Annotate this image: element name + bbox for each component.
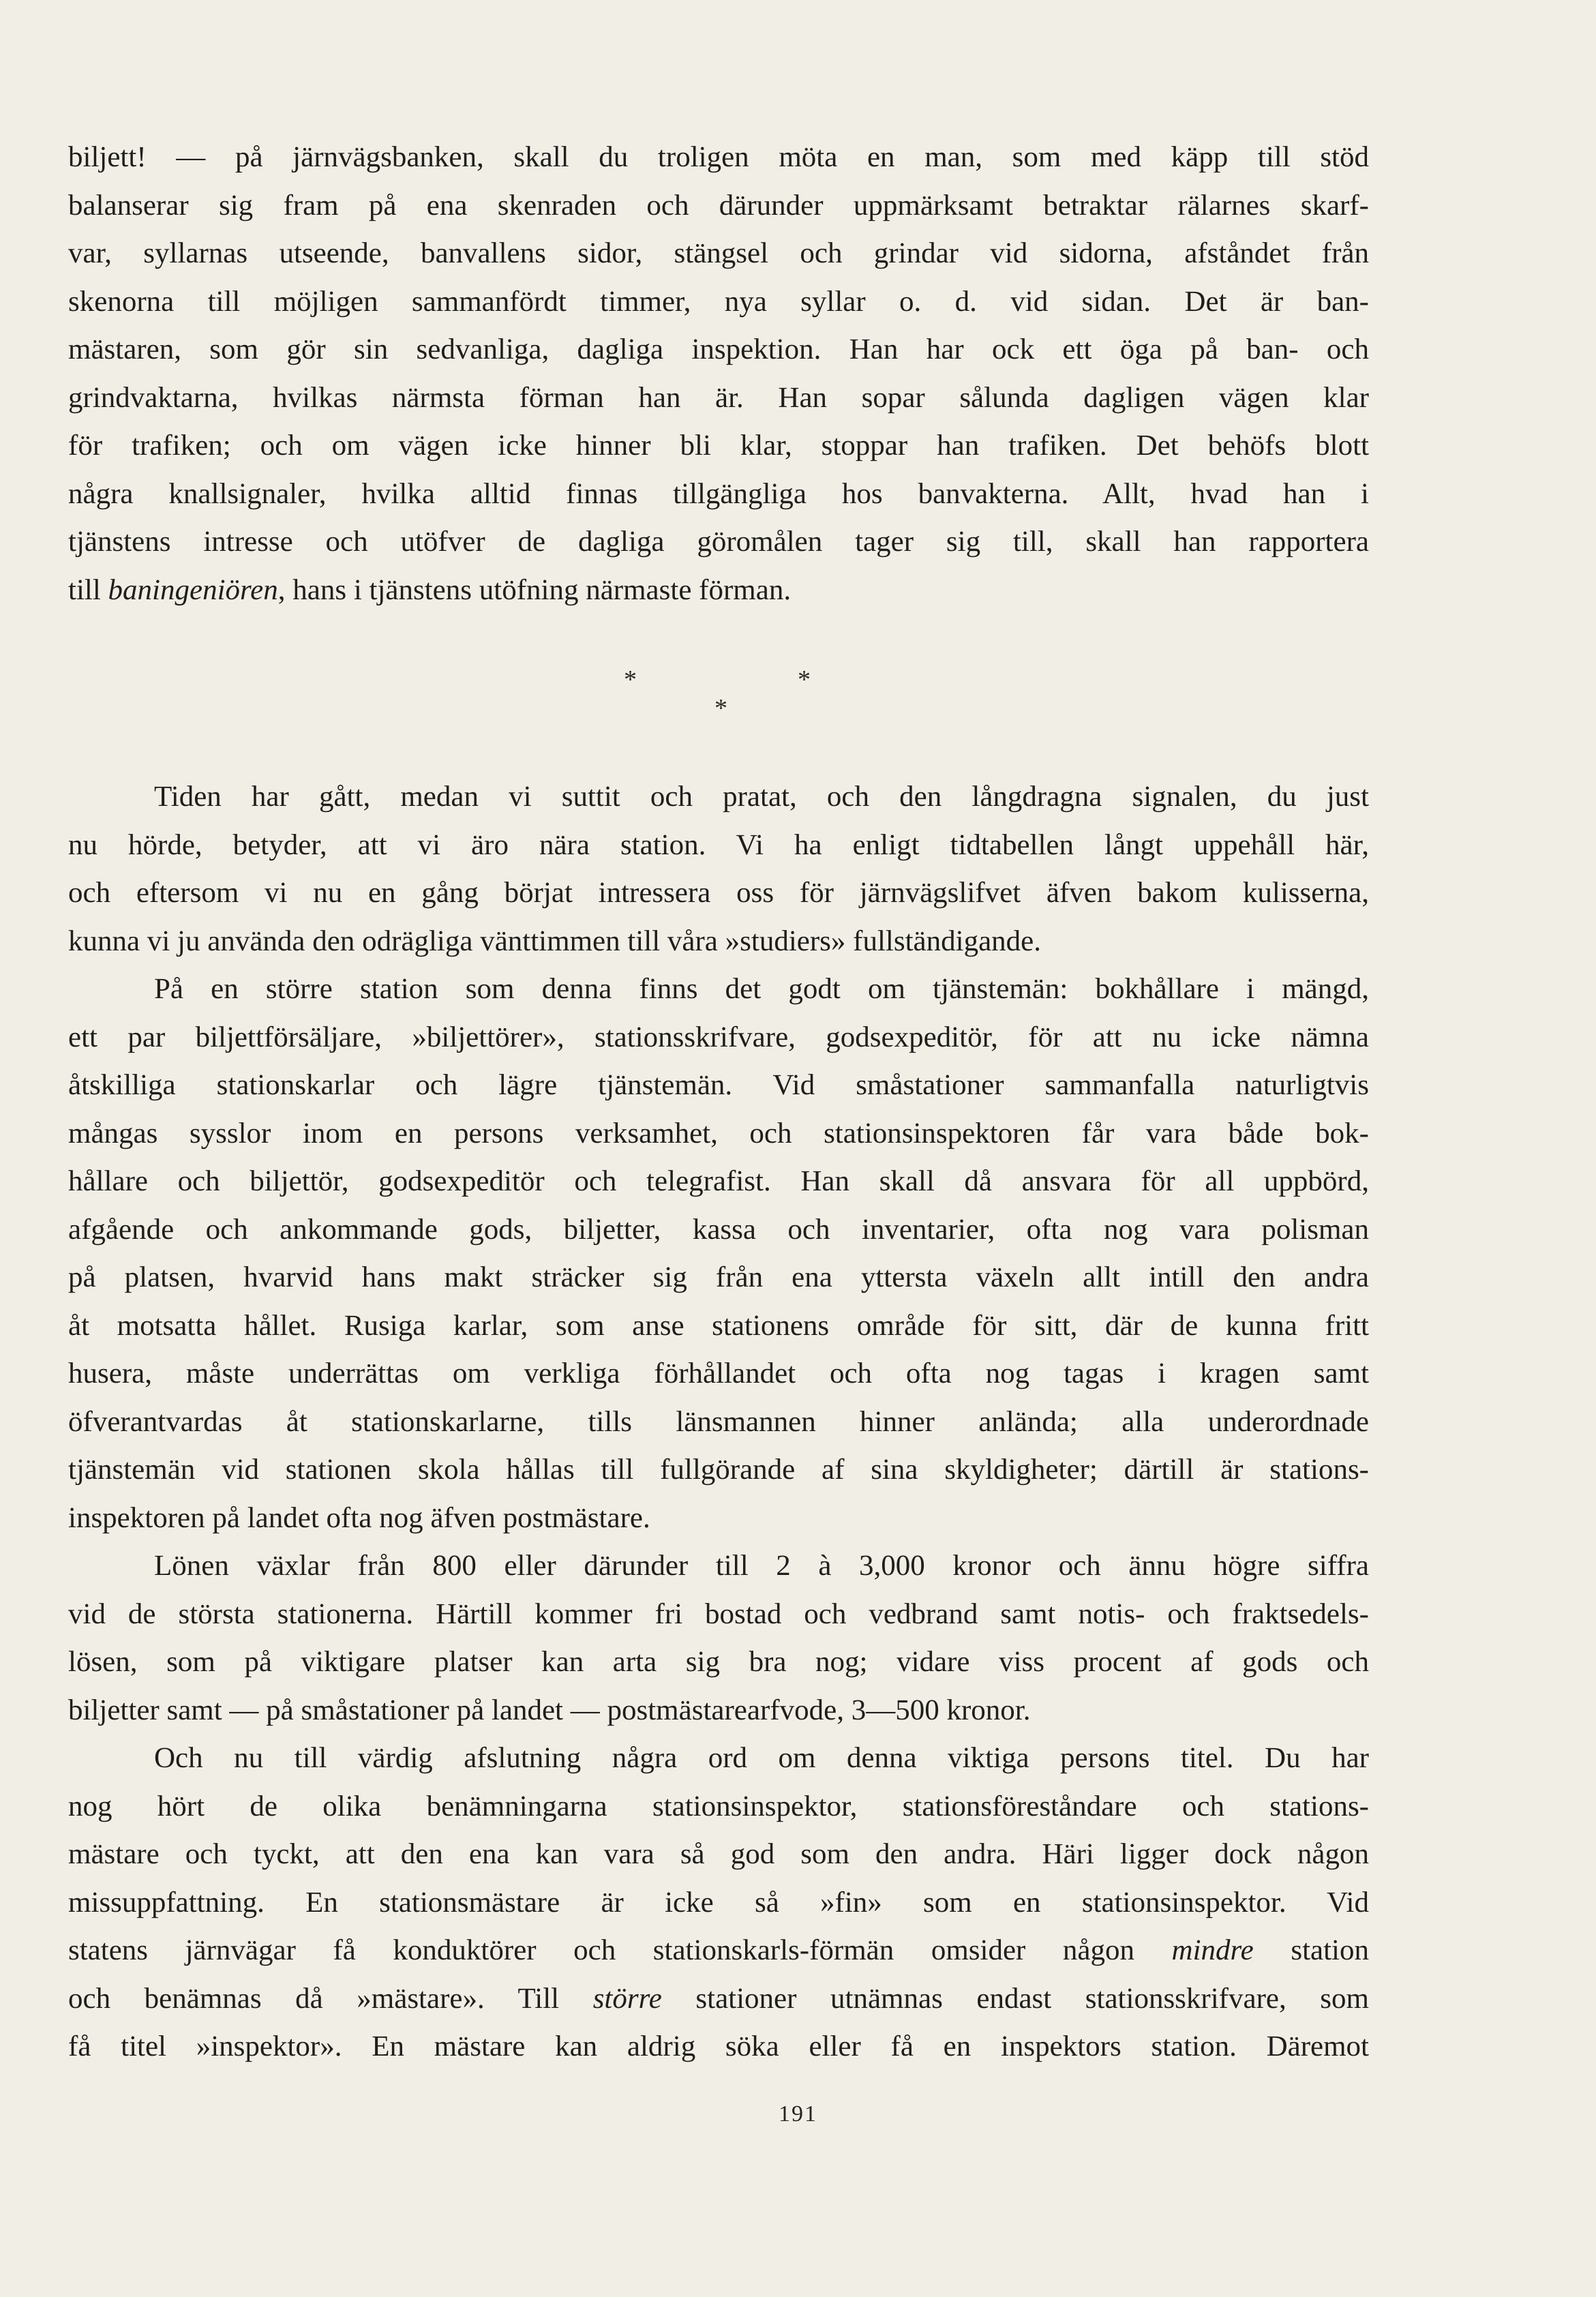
text-line-last: biljetter samt — på småstationer på landet — postmästarearfvode, 3—500 kronor. [68,1694,1031,1726]
text-line: åt motsatta hållet. Rusiga karlar, som anse stationens område för sitt, där de kunna fritt [68,1309,1369,1342]
emphasis-text: baningeniören [108,573,278,606]
text-line-last [68,567,1369,615]
paragraph-lonen [68,1542,1369,1735]
text-column-bottom [68,773,1369,2071]
section-break-asterism [0,665,1596,723]
text-line: mästare och tyckt, att den ena kan vara så god som den andra. Häri ligger dock någon [68,1838,1369,1870]
text-line: lösen, som på viktigare platser kan arta sig bra nog; vidare viss procent af gods och [68,1646,1369,1678]
asterisk-center: * [714,694,727,723]
text-line: var, syllarnas utseende, banvallens sidor, stängsel och grindar vid sidorna, afståndet från [68,237,1369,269]
text-line: för trafiken; och om vägen icke hinner bli klar, stoppar han trafiken. Det behöfs blott [68,430,1369,462]
asterisk-right: * [798,665,811,694]
text-line: tjänstemän vid stationen skola hållas till fullgörande af sina skyldigheter; därtill är stations- [68,1454,1369,1486]
text-fragment: statens järnvägar få konduktörer och stationskarls-förmän omsider någon [68,1934,1172,1966]
text-line: Lönen växlar från 800 eller därunder till 2 à 3,000 kronor och ännu högre siffra [154,1550,1369,1582]
page-number: 191 [779,2101,817,2127]
text-line: nog hört de olika benämningarna stationsinspektor, stationsföreståndare och stations- [68,1790,1369,1822]
paragraph-banmastaren [68,134,1369,614]
text-line: biljett! — på järnvägsbanken, skall du troligen möta en man, som med käpp till stöd [68,141,1369,173]
text-fragment: stationer utnämnas endast stationsskrifvare, som [661,1982,1369,2015]
emphasis-text: större [592,1982,662,2015]
text-line: husera, måste underrättas om verkliga förhållandet och ofta nog tagas i kragen samt [68,1357,1369,1390]
text-fragment: , hans i tjänstens utöfning närmaste förman. [277,573,792,606]
text-line: missuppfattning. En stationsmästare är icke så »fin» som en stationsinspektor. Vid [68,1886,1369,1919]
text-line: tjänstens intresse och utöfver de dagliga göromålen tager sig till, skall han rapportera [68,526,1369,558]
text-line: skenorna till möjligen sammanfördt timmer, nya syllar o. d. vid sidan. Det är ban- [68,285,1369,318]
text-line: Och nu till värdig afslutning några ord om denna viktiga persons titel. Du har [154,1742,1369,1774]
text-line-last: inspektoren på landet ofta nog äfven postmästare. [68,1501,650,1534]
text-line: mästaren, som gör sin sedvanliga, dagliga inspektion. Han har ock ett öga på ban- och [68,333,1369,365]
text-fragment: till [68,573,108,606]
text-line: Tiden har gått, medan vi suttit och pratat, och den långdragna signalen, du just [154,781,1369,813]
paragraph-tjanstemannen [68,965,1369,1542]
text-line: och eftersom vi nu en gång börjat intressera oss för järnvägslifvet äfven bakom kulisserna, [68,877,1369,909]
text-fragment: och benämnas då »mästare». Till [68,1982,593,2015]
text-line: öfverantvardas åt stationskarlarne, tills länsmannen hinner anlända; alla underordnade [68,1405,1369,1438]
text-line: mångas sysslor inom en persons verksamhet, och stationsinspektoren får vara både bok- [68,1117,1369,1150]
text-fragment: station [1253,1934,1369,1966]
text-line: ett par biljettförsäljare, »biljettörer», stationsskrifvare, godsexpeditör, för att nu icke nämna [68,1021,1369,1053]
text-line: grindvaktarna, hvilkas närmsta förman han är. Han sopar sålunda dagligen vägen klar [68,381,1369,414]
text-line: hållare och biljettör, godsexpeditör och telegrafist. Han skall då ansvara för all uppbörd, [68,1165,1369,1197]
text-line: afgående och ankommande gods, biljetter, kassa och inventarier, ofta nog vara polisman [68,1213,1369,1246]
text-line: nu hörde, betyder, att vi äro nära station. Vi ha enligt tidtabellen långt uppehåll här, [68,828,1369,861]
text-line: på platsen, hvarvid hans makt sträcker sig från ena yttersta växeln allt intill den andra [68,1261,1369,1293]
text-line: På en större station som denna finns det godt om tjänstemän: bokhållare i mängd, [154,973,1369,1005]
text-line: några knallsignaler, hvilka alltid finnas tillgängliga hos banvakterna. Allt, hvad han i [68,477,1369,510]
text-column-top [68,134,1369,614]
paragraph-tiden [68,773,1369,965]
text-line: balanserar sig fram på ena skenraden och därunder uppmärksamt betraktar rälarnes skarf- [68,189,1369,222]
asterisk-left: * [624,665,637,694]
text-line-with-emphasis [68,1927,1369,1975]
emphasis-text: mindre [1171,1934,1254,1966]
text-line: vid de största stationerna. Härtill kommer fri bostad och vedbrand samt notis- och fraktsedels- [68,1597,1369,1630]
text-line: åtskilliga stationskarlar och lägre tjänstemän. Vid småstationer sammanfalla naturligtvis [68,1069,1369,1101]
paragraph-titel [68,1735,1369,2071]
text-line-with-emphasis [68,1975,1369,2024]
text-line-last: kunna vi ju använda den odrägliga vänttimmen till våra »studiers» fullständigande. [68,925,1041,957]
text-line: få titel »inspektor». En mästare kan aldrig söka eller få en inspektors station. Däremot [68,2030,1369,2062]
